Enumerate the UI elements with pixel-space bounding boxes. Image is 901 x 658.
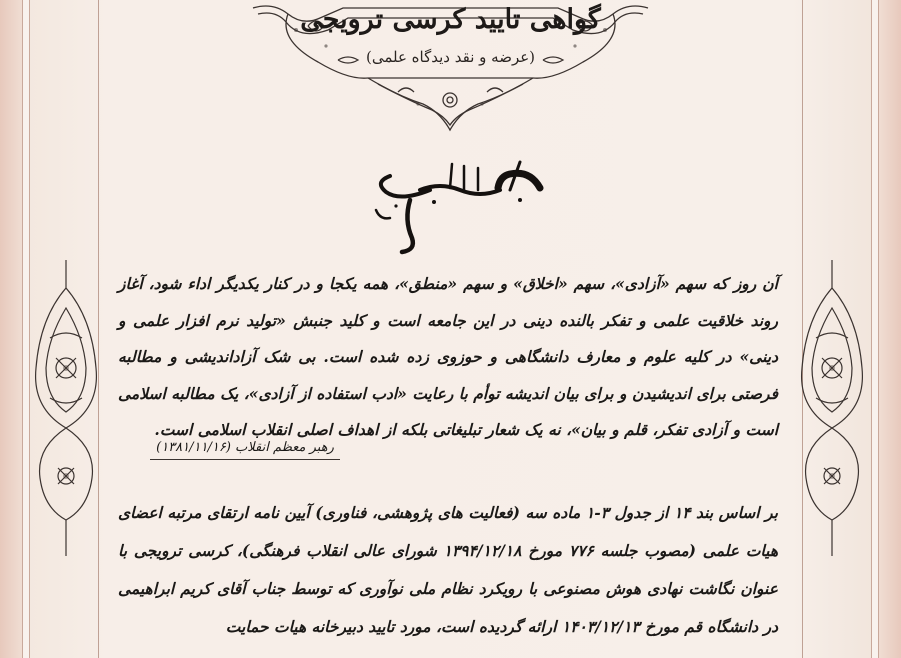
left-side-ornament: [30, 258, 102, 558]
certificate-title: گواهی تایید کرسی ترویجی: [300, 4, 601, 35]
quote-attribution: رهبر معظم انقلاب (۱۳۸۱/۱۱/۱۶): [150, 440, 340, 460]
left-border-band: [0, 0, 22, 658]
right-side-ornament: [796, 258, 868, 558]
certificate-body-text: بر اساس بند ۱۴ از جدول ۳-۱ ماده سه (فعالیت های پژوهشی، فناوری) آیین نامه ارتقای مرتبه اعضای هیات علمی (مصوب جلسه ۷۷۶ مورخ ۱۳۹۴/۱۲/۱۸ شورای عالی انقلاب فرهنگی)، کرسی ترویجی با عنوان نگاشت نهادی هوش مصنوعی با رویکرد نظام ملی نوآوری که توسط جناب آقای کریم ابراهیمی در دانشگاه قم مورخ ۱۴۰۳/۱۲/۱۳ ارائه گردیده است، مورد تایید دبیرخانه هیات حمایت: [118, 503, 779, 636]
basmala-calligraphy: [360, 160, 550, 255]
right-border-band: [879, 0, 901, 658]
certificate-subtitle: (عرضه و نقد دیدگاه علمی): [365, 48, 536, 66]
left-border-line: [22, 0, 30, 658]
right-border-line: [871, 0, 879, 658]
leader-quote: آن روز که سهم «آزادی»، سهم «اخلاق» و سهم «منطق»، همه یکجا و در کنار یکدیگر اداء شود، آغاز روند خلاقیت علمی و تفکر بالنده دینی در این جامعه است و کلید جنبش «تولید نرم افزار علمی و دینی» در کلیه علوم و معارف دانشگاهی و حوزوی زده شده است. بی شک آزاد‌اندیشی و مطالبه فرصتی برای اندیشیدن و برای بیان اندیشه توأم با رعایت «ادب استفاده از آزادی»، یک مطالبه اسلامی است و آزادی تفکر، قلم و بیان»، نه یک شعار تبلیغاتی بلکه از اهداف اصلی انقلاب اسلامی است.: [118, 274, 778, 439]
